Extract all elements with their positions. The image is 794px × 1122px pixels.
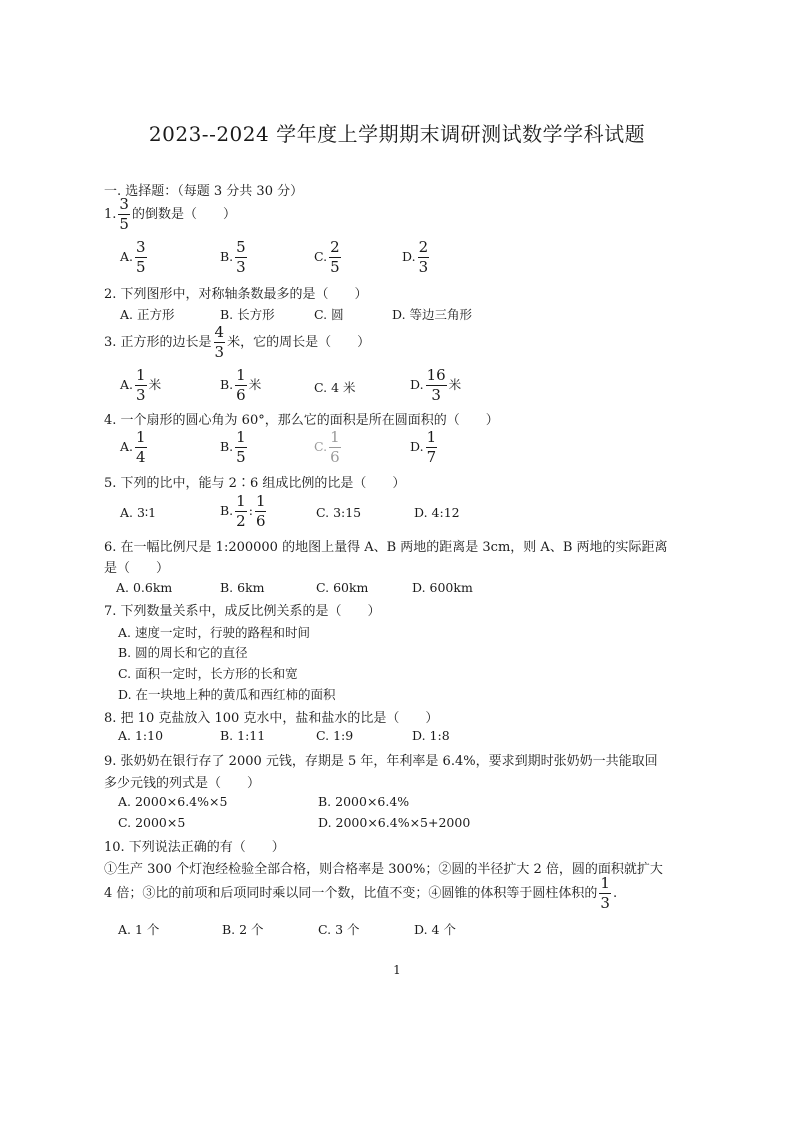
fraction: $\frac{3}{5}$ xyxy=(119,195,129,233)
page-title: 2023--2024 学年度上学期期末调研测试数学学科试题 xyxy=(148,122,646,146)
q7-option-a: A. 速度一定时，行驶的路程和时间 xyxy=(118,625,310,640)
q8-option-d: D. 1:8 xyxy=(412,728,450,743)
question-4-stem: 4. 一个扇形的圆心角为 60°，那么它的面积是所在圆面积的（ ） xyxy=(104,413,499,428)
question-10-stem: 10. 下列说法正确的有（ ） xyxy=(104,840,285,855)
question-8-stem: 8. 把 10 克盐放入 100 克水中，盐和盐水的比是（ ） xyxy=(104,711,439,726)
q9-option-a: A. 2000×6.4%×5 xyxy=(118,794,228,809)
q4-option-c: C. $\frac{1}{6}$ xyxy=(314,428,340,466)
q2-option-c: C. 圆 xyxy=(314,307,344,322)
q5-option-b: B. $\frac{1}{2}$ : $\frac{1}{6}$ xyxy=(220,492,266,530)
q10-option-d: D. 4 个 xyxy=(414,922,456,937)
question-9-line2: 多少元钱的列式是（ ） xyxy=(104,776,261,791)
question-1-stem: 1. $\frac{3}{5}$ 的倒数是（ ） xyxy=(104,195,236,233)
question-6-line1: 6. 在一幅比例尺是 1:200000 的地图上量得 A、B 两地的距离是 3cm，则 A、B 两地的实际距离 xyxy=(104,540,668,555)
question-6-line2: 是（ ） xyxy=(104,561,170,576)
q9-option-c: C. 2000×5 xyxy=(118,815,186,830)
q5-option-c: C. 3:15 xyxy=(316,505,362,520)
question-7-stem: 7. 下列数量关系中，成反比例关系的是（ ） xyxy=(104,604,381,619)
q3-option-a: A. $\frac{1}{3}$ 米 xyxy=(120,366,162,404)
q3-option-d: D. $\frac{16}{3}$ 米 xyxy=(410,366,462,404)
q3-option-c: C. 4 米 xyxy=(314,380,356,395)
q4-option-a: A. $\frac{1}{4}$ xyxy=(120,428,146,466)
page-number: 1 xyxy=(393,963,401,977)
q10-option-b: B. 2 个 xyxy=(222,922,264,937)
q2-option-d: D. 等边三角形 xyxy=(392,307,473,322)
q9-option-b: B. 2000×6.4% xyxy=(318,794,410,809)
q7-option-c: C. 面积一定时，长方形的长和宽 xyxy=(118,666,298,681)
q9-option-d: D. 2000×6.4%×5+2000 xyxy=(318,815,471,830)
q5-option-a: A. 3∶1 xyxy=(120,505,157,520)
q10-option-a: A. 1 个 xyxy=(118,922,160,937)
q8-option-c: C. 1:9 xyxy=(316,728,354,743)
q6-option-c: C. 60km xyxy=(316,580,369,595)
question-10-line1: ①生产 300 个灯泡经检验全部合格，则合格率是 300%；②圆的半径扩大 2 倍，圆的面积就扩大 xyxy=(104,862,663,877)
question-3-stem: 3. 正方形的边长是 $\frac{4}{3}$ 米，它的周长是（ ） xyxy=(104,323,371,361)
q10-option-c: C. 3 个 xyxy=(318,922,360,937)
q1-option-a: A. $\frac{3}{5}$ xyxy=(120,238,146,276)
section-heading: 一. 选择题：（每题 3 分共 30 分） xyxy=(104,184,304,199)
q6-option-a: A. 0.6km xyxy=(116,580,173,595)
q1-option-d: D. $\frac{2}{3}$ xyxy=(402,238,429,276)
q6-option-d: D. 600km xyxy=(412,580,473,595)
q1-option-c: C. $\frac{2}{5}$ xyxy=(314,238,340,276)
q3-option-b: B. $\frac{1}{6}$ 米 xyxy=(220,366,262,404)
q5-option-d: D. 4:12 xyxy=(414,505,460,520)
q1-option-b: B. $\frac{5}{3}$ xyxy=(220,238,246,276)
q2-option-a: A. 正方形 xyxy=(120,307,175,322)
question-10-line2: 4 倍；③比的前项和后项同时乘以同一个数，比值不变；④圆锥的体积等于圆柱体积的 $\frac{1}{3}$ . xyxy=(104,874,618,912)
q8-option-b: B. 1:11 xyxy=(220,728,266,743)
q6-option-b: B. 6km xyxy=(220,580,265,595)
question-2-stem: 2. 下列图形中，对称轴条数最多的是（ ） xyxy=(104,287,368,302)
q4-option-b: B. $\frac{1}{5}$ xyxy=(220,428,246,466)
q7-option-b: B. 圆的周长和它的直径 xyxy=(118,645,248,660)
question-5-stem: 5. 下列的比中，能与 2∶6 组成比例的比是（ ） xyxy=(104,476,406,491)
q4-option-d: D. $\frac{1}{7}$ xyxy=(410,428,437,466)
q7-option-d: D. 在一块地上种的黄瓜和西红柿的面积 xyxy=(118,687,336,702)
q8-option-a: A. 1:10 xyxy=(118,728,164,743)
question-9-line1: 9. 张奶奶在银行存了 2000 元钱，存期是 5 年，年利率是 6.4%，要求到期时张奶奶一共能取回 xyxy=(104,754,658,769)
q2-option-b: B. 长方形 xyxy=(220,307,275,322)
